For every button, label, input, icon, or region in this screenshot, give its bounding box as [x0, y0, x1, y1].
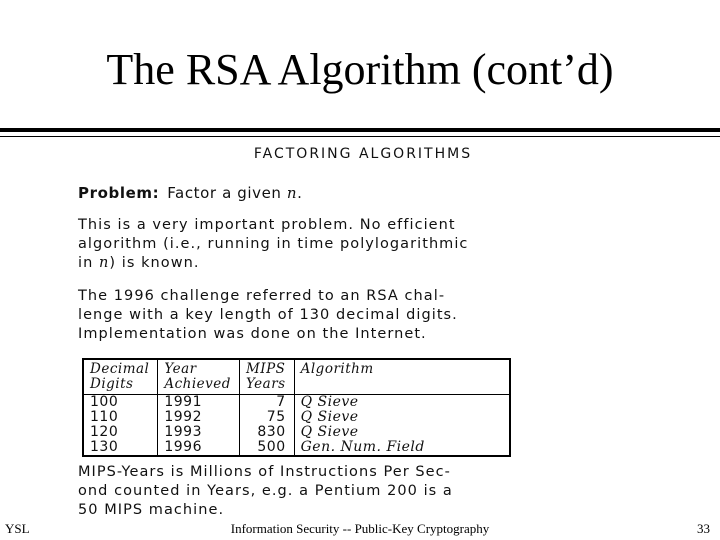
table-row	[83, 440, 510, 456]
problem-text: Factor a given	[167, 184, 287, 202]
paragraph-importance-text-a: This is a very important problem. No efficient algorithm (i.e., running in time polylogarithmic in	[78, 217, 469, 271]
cell-year: 1991	[158, 395, 240, 411]
footer-course-title: Information Security -- Public-Key Cryptography	[230, 521, 490, 536]
paragraph-importance-text-b: ) is known.	[109, 255, 200, 271]
scanned-content	[78, 146, 648, 534]
header-decimal-digits: Decimal Digits	[83, 359, 158, 395]
problem-label: Problem:	[78, 184, 160, 202]
table-row	[83, 410, 510, 425]
cell-mips-years: 830	[239, 425, 294, 440]
cell-year: 1993	[158, 425, 240, 440]
title-divider-thin	[0, 136, 720, 137]
cell-algorithm: Q Sieve	[294, 410, 510, 425]
table-row	[83, 395, 510, 411]
cell-mips-years: 500	[239, 440, 294, 456]
slide-title: The RSA Algorithm (cont’d)	[106, 45, 614, 94]
cell-digits: 130	[83, 440, 158, 456]
cell-digits: 120	[83, 425, 158, 440]
factoring-results-table	[82, 358, 511, 457]
paragraph-importance-variable: n	[98, 255, 110, 271]
header-algorithm: Algorithm	[294, 359, 510, 395]
cell-year: 1992	[158, 410, 240, 425]
cell-digits: 100	[83, 395, 158, 411]
header-year-achieved: Year Achieved	[158, 359, 240, 395]
problem-variable: n	[286, 184, 298, 202]
footer-author: YSL	[5, 521, 30, 536]
problem-end: .	[297, 184, 303, 202]
cell-algorithm: Q Sieve	[294, 425, 510, 440]
cell-mips-years: 75	[239, 410, 294, 425]
problem-statement	[78, 184, 648, 202]
paragraph-challenge: The 1996 challenge referred to an RSA chal- lenge with a key length of 130 decimal digits. Implementation was done on the Internet.	[78, 288, 458, 342]
cell-year: 1996	[158, 440, 240, 456]
footer-page-number: 33	[697, 521, 710, 536]
cell-algorithm: Gen. Num. Field	[294, 440, 510, 456]
header-mips-years: MIPS Years	[239, 359, 294, 395]
cell-mips-years: 7	[239, 395, 294, 411]
paragraph-importance	[78, 216, 648, 273]
cell-digits: 110	[83, 410, 158, 425]
cell-algorithm: Q Sieve	[294, 395, 510, 411]
paragraph-mips-definition: MIPS-Years is Millions of Instructions Per Sec- ond counted in Years, e.g. a Pentium 200 is a 50 MIPS machine.	[78, 464, 453, 518]
content-heading: FACTORING ALGORITHMS	[253, 146, 473, 162]
table-row	[83, 425, 510, 440]
table-header-row	[83, 359, 510, 395]
title-divider-thick	[0, 128, 720, 132]
